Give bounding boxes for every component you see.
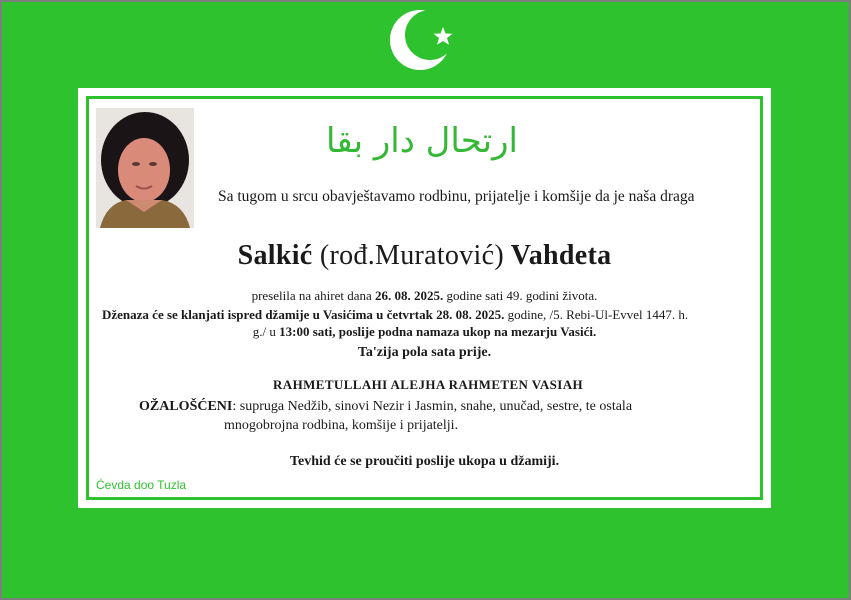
brand-label: Ćevda doo Tuzla (96, 478, 187, 492)
svg-text:ارتحال دار بقا: ارتحال دار بقا (326, 121, 518, 161)
funeral-details: Dženaza će se klanjati ispred džamije u Vasićima u četvrtak 28. 08. 2025. (102, 307, 505, 322)
burial-line (78, 324, 771, 340)
prayer-text: RAHMETULLAHI ALEJHA RAHMETEN VASIAH (273, 377, 584, 392)
portrait-photo (96, 108, 194, 228)
surname: Salkić (237, 240, 313, 271)
deceased-name (78, 240, 771, 272)
mourners-line-2: mnogobrojna rodbina, komšije i prijatelji. (224, 418, 459, 433)
intro-text: Sa tugom u srcu obavještavamo rodbinu, prijatelje i komšije da je naša draga (218, 188, 695, 205)
death-suffix: godine sati 49. godini života. (446, 288, 598, 303)
crescent-star-icon (388, 8, 460, 72)
mourners-label: OŽALOŠĆENI (139, 399, 233, 414)
given-name: Vahdeta (510, 240, 612, 271)
obituary-card (78, 88, 771, 508)
funeral-hijri-date: godine, /5. Rebi-Ul-Evvel 1447. h. (507, 307, 689, 322)
death-date: 26. 08. 2025. (375, 288, 444, 303)
funeral-line (102, 307, 688, 323)
maiden-name: (rođ.Muratović) (319, 240, 504, 271)
death-line (78, 288, 771, 304)
burial-details: 13:00 sati, poslije podna namaza ukop na mezarju Vasići. (279, 324, 597, 339)
burial-prefix: g./ u (252, 324, 276, 339)
death-prefix: preselila na ahiret dana (251, 288, 372, 303)
arabic-calligraphy (326, 100, 518, 174)
tazija-text: Ta'zija pola sata prije. (357, 345, 492, 360)
mourners-list: : supruga Nedžib, sinovi Nezir i Jasmin, snahe, unučad, sestre, te ostala (232, 399, 633, 414)
tevhid-text: Tevhid će se proučiti poslije ukopa u džamiji. (289, 454, 560, 469)
mourners-line (139, 399, 632, 415)
